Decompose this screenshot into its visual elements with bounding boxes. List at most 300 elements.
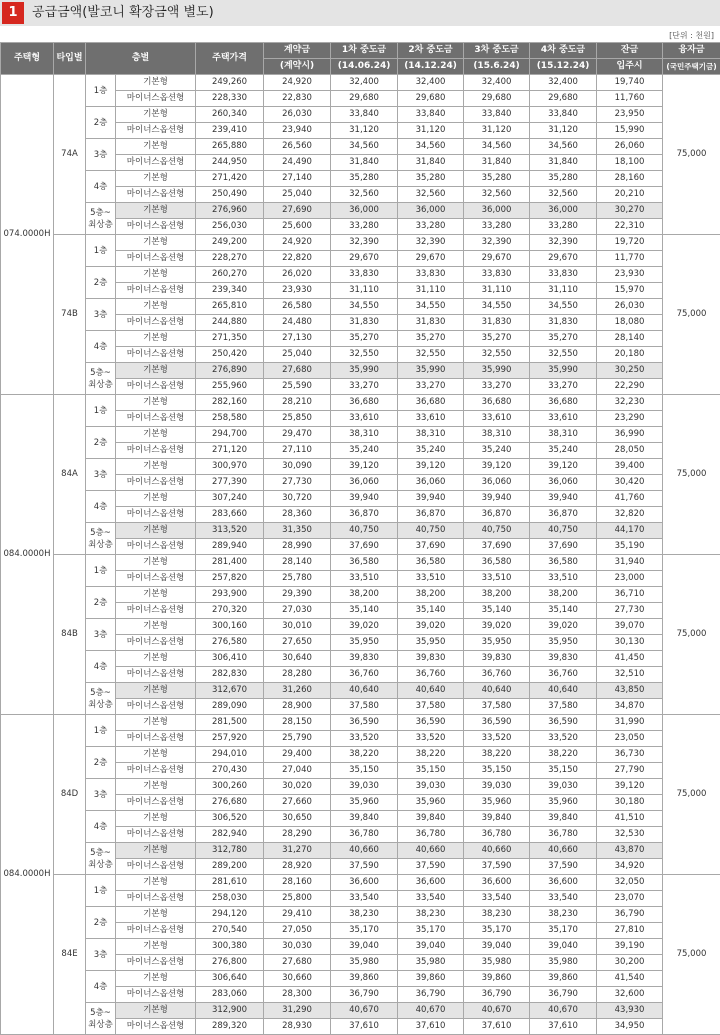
value-cell: 38,220 xyxy=(530,747,597,763)
col-housing-type: 주택형 xyxy=(1,43,54,75)
value-cell: 32,550 xyxy=(331,347,398,363)
value-cell: 31,840 xyxy=(331,155,398,171)
value-cell: 28,920 xyxy=(264,859,331,875)
option-cell: 기본형 xyxy=(116,459,196,475)
value-cell: 36,790 xyxy=(597,907,663,923)
value-cell: 39,120 xyxy=(398,459,464,475)
value-cell: 282,160 xyxy=(196,395,264,411)
value-cell: 37,610 xyxy=(331,1019,398,1035)
value-cell: 40,660 xyxy=(464,843,530,859)
value-cell: 32,560 xyxy=(530,187,597,203)
value-cell: 30,090 xyxy=(264,459,331,475)
value-cell: 41,450 xyxy=(597,651,663,667)
value-cell: 35,960 xyxy=(331,795,398,811)
value-cell: 37,610 xyxy=(464,1019,530,1035)
value-cell: 26,060 xyxy=(597,139,663,155)
value-cell: 33,270 xyxy=(398,379,464,395)
value-cell: 26,030 xyxy=(264,107,331,123)
value-cell: 33,830 xyxy=(331,267,398,283)
table-header-row xyxy=(1,43,720,59)
option-cell: 기본형 xyxy=(116,715,196,731)
option-cell: 기본형 xyxy=(116,651,196,667)
table-row xyxy=(1,331,720,347)
table-row xyxy=(1,171,720,187)
col-mid1: 1차 중도금 xyxy=(331,43,398,59)
value-cell: 32,530 xyxy=(597,827,663,843)
value-cell: 36,000 xyxy=(398,203,464,219)
value-cell: 36,790 xyxy=(464,987,530,1003)
value-cell: 260,340 xyxy=(196,107,264,123)
value-cell: 32,560 xyxy=(464,187,530,203)
col-contract: 계약금 xyxy=(264,43,331,59)
value-cell: 28,140 xyxy=(597,331,663,347)
value-cell: 32,550 xyxy=(398,347,464,363)
value-cell: 33,280 xyxy=(398,219,464,235)
value-cell: 33,510 xyxy=(398,571,464,587)
option-cell: 마이너스옵션형 xyxy=(116,251,196,267)
value-cell: 23,070 xyxy=(597,891,663,907)
housing-type-cell: 074.0000H xyxy=(1,75,54,395)
floor-label-line: 최상층 xyxy=(86,539,115,551)
value-cell: 30,660 xyxy=(264,971,331,987)
value-cell: 27,040 xyxy=(264,763,331,779)
value-cell: 34,560 xyxy=(398,139,464,155)
value-cell: 306,640 xyxy=(196,971,264,987)
option-cell: 기본형 xyxy=(116,555,196,571)
value-cell: 300,970 xyxy=(196,459,264,475)
option-cell: 기본형 xyxy=(116,235,196,251)
value-cell: 15,970 xyxy=(597,283,663,299)
value-cell: 33,830 xyxy=(398,267,464,283)
value-cell: 33,830 xyxy=(530,267,597,283)
section-number: 1 xyxy=(2,2,24,24)
col-balance: 잔금 xyxy=(597,43,663,59)
value-cell: 40,670 xyxy=(530,1003,597,1019)
value-cell: 282,830 xyxy=(196,667,264,683)
value-cell: 39,940 xyxy=(530,491,597,507)
value-cell: 31,110 xyxy=(464,283,530,299)
value-cell: 32,400 xyxy=(530,75,597,91)
floor-cell: 3층 xyxy=(86,619,116,651)
value-cell: 35,270 xyxy=(331,331,398,347)
value-cell: 37,610 xyxy=(530,1019,597,1035)
value-cell: 30,270 xyxy=(597,203,663,219)
value-cell: 294,010 xyxy=(196,747,264,763)
value-cell: 11,760 xyxy=(597,91,663,107)
value-cell: 33,610 xyxy=(464,411,530,427)
value-cell: 15,990 xyxy=(597,123,663,139)
value-cell: 40,750 xyxy=(530,523,597,539)
option-cell: 기본형 xyxy=(116,587,196,603)
value-cell: 32,390 xyxy=(331,235,398,251)
value-cell: 34,560 xyxy=(530,139,597,155)
value-cell: 29,410 xyxy=(264,907,331,923)
value-cell: 276,680 xyxy=(196,795,264,811)
value-cell: 31,110 xyxy=(398,283,464,299)
loan-cell: 75,000 xyxy=(663,75,720,235)
option-cell: 마이너스옵션형 xyxy=(116,987,196,1003)
value-cell: 312,670 xyxy=(196,683,264,699)
value-cell: 33,510 xyxy=(331,571,398,587)
value-cell: 30,020 xyxy=(264,779,331,795)
floor-label-line: 5층~ xyxy=(86,367,115,379)
table-row xyxy=(1,587,720,603)
value-cell: 31,260 xyxy=(264,683,331,699)
col-mid3-sub: (15.6.24) xyxy=(464,59,530,75)
value-cell: 289,940 xyxy=(196,539,264,555)
value-cell: 38,220 xyxy=(398,747,464,763)
table-row xyxy=(1,843,720,859)
value-cell: 33,280 xyxy=(464,219,530,235)
value-cell: 37,580 xyxy=(398,699,464,715)
value-cell: 31,120 xyxy=(464,123,530,139)
value-cell: 40,750 xyxy=(331,523,398,539)
option-cell: 기본형 xyxy=(116,427,196,443)
table-row xyxy=(1,75,720,91)
table-row xyxy=(1,651,720,667)
value-cell: 27,140 xyxy=(264,171,331,187)
value-cell: 39,840 xyxy=(530,811,597,827)
option-cell: 기본형 xyxy=(116,779,196,795)
value-cell: 36,590 xyxy=(398,715,464,731)
value-cell: 35,980 xyxy=(331,955,398,971)
option-cell: 기본형 xyxy=(116,523,196,539)
col-price: 주택가격 xyxy=(196,43,264,75)
type-cell: 84D xyxy=(54,715,86,875)
value-cell: 35,980 xyxy=(464,955,530,971)
floor-cell: 1층 xyxy=(86,715,116,747)
value-cell: 39,840 xyxy=(398,811,464,827)
value-cell: 23,930 xyxy=(597,267,663,283)
value-cell: 37,580 xyxy=(530,699,597,715)
value-cell: 39,070 xyxy=(597,619,663,635)
value-cell: 35,950 xyxy=(530,635,597,651)
value-cell: 36,580 xyxy=(398,555,464,571)
value-cell: 40,670 xyxy=(331,1003,398,1019)
value-cell: 39,030 xyxy=(331,779,398,795)
value-cell: 36,590 xyxy=(331,715,398,731)
value-cell: 38,310 xyxy=(530,427,597,443)
value-cell: 35,990 xyxy=(464,363,530,379)
value-cell: 32,510 xyxy=(597,667,663,683)
option-cell: 마이너스옵션형 xyxy=(116,187,196,203)
value-cell: 40,750 xyxy=(398,523,464,539)
value-cell: 35,280 xyxy=(331,171,398,187)
value-cell: 27,650 xyxy=(264,635,331,651)
value-cell: 36,580 xyxy=(530,555,597,571)
value-cell: 35,170 xyxy=(398,923,464,939)
value-cell: 24,480 xyxy=(264,315,331,331)
floor-cell: 1층 xyxy=(86,555,116,587)
floor-cell: 3층 xyxy=(86,779,116,811)
value-cell: 33,840 xyxy=(398,107,464,123)
value-cell: 283,060 xyxy=(196,987,264,1003)
value-cell: 30,180 xyxy=(597,795,663,811)
option-cell: 마이너스옵션형 xyxy=(116,475,196,491)
value-cell: 23,290 xyxy=(597,411,663,427)
option-cell: 마이너스옵션형 xyxy=(116,891,196,907)
value-cell: 36,600 xyxy=(398,875,464,891)
value-cell: 36,590 xyxy=(464,715,530,731)
value-cell: 31,120 xyxy=(530,123,597,139)
type-cell: 84E xyxy=(54,875,86,1035)
floor-label-line: 5층~ xyxy=(86,527,115,539)
value-cell: 312,780 xyxy=(196,843,264,859)
value-cell: 36,580 xyxy=(464,555,530,571)
option-cell: 기본형 xyxy=(116,267,196,283)
value-cell: 256,030 xyxy=(196,219,264,235)
value-cell: 23,940 xyxy=(264,123,331,139)
table-row xyxy=(1,523,720,539)
value-cell: 33,280 xyxy=(530,219,597,235)
value-cell: 257,820 xyxy=(196,571,264,587)
value-cell: 36,870 xyxy=(464,507,530,523)
value-cell: 37,690 xyxy=(464,539,530,555)
value-cell: 22,830 xyxy=(264,91,331,107)
value-cell: 35,280 xyxy=(530,171,597,187)
value-cell: 28,050 xyxy=(597,443,663,459)
value-cell: 35,990 xyxy=(398,363,464,379)
value-cell: 270,430 xyxy=(196,763,264,779)
value-cell: 38,230 xyxy=(331,907,398,923)
value-cell: 34,560 xyxy=(464,139,530,155)
value-cell: 35,280 xyxy=(398,171,464,187)
value-cell: 36,760 xyxy=(331,667,398,683)
value-cell: 36,600 xyxy=(464,875,530,891)
value-cell: 33,540 xyxy=(464,891,530,907)
value-cell: 36,760 xyxy=(464,667,530,683)
value-cell: 35,240 xyxy=(331,443,398,459)
value-cell: 313,520 xyxy=(196,523,264,539)
value-cell: 28,160 xyxy=(597,171,663,187)
value-cell: 33,520 xyxy=(331,731,398,747)
value-cell: 36,710 xyxy=(597,587,663,603)
value-cell: 32,230 xyxy=(597,395,663,411)
value-cell: 29,670 xyxy=(464,251,530,267)
table-row xyxy=(1,139,720,155)
value-cell: 34,550 xyxy=(398,299,464,315)
value-cell: 44,170 xyxy=(597,523,663,539)
option-cell: 마이너스옵션형 xyxy=(116,795,196,811)
floor-label-line: 최상층 xyxy=(86,379,115,391)
value-cell: 36,060 xyxy=(398,475,464,491)
value-cell: 35,170 xyxy=(331,923,398,939)
value-cell: 38,310 xyxy=(398,427,464,443)
value-cell: 31,840 xyxy=(464,155,530,171)
option-cell: 마이너스옵션형 xyxy=(116,379,196,395)
value-cell: 32,820 xyxy=(597,507,663,523)
value-cell: 39,840 xyxy=(464,811,530,827)
value-cell: 39,030 xyxy=(464,779,530,795)
table-row xyxy=(1,939,720,955)
option-cell: 기본형 xyxy=(116,331,196,347)
option-cell: 마이너스옵션형 xyxy=(116,763,196,779)
value-cell: 36,870 xyxy=(530,507,597,523)
value-cell: 33,270 xyxy=(464,379,530,395)
value-cell: 35,950 xyxy=(331,635,398,651)
value-cell: 35,240 xyxy=(530,443,597,459)
value-cell: 38,310 xyxy=(464,427,530,443)
floor-cell: 2층 xyxy=(86,107,116,139)
value-cell: 36,590 xyxy=(530,715,597,731)
value-cell: 27,690 xyxy=(264,203,331,219)
floor-cell: 4층 xyxy=(86,971,116,1003)
table-row xyxy=(1,235,720,251)
value-cell: 36,990 xyxy=(597,427,663,443)
value-cell: 41,540 xyxy=(597,971,663,987)
value-cell: 38,220 xyxy=(464,747,530,763)
value-cell: 39,400 xyxy=(597,459,663,475)
floor-cell: 4층 xyxy=(86,811,116,843)
value-cell: 40,660 xyxy=(331,843,398,859)
value-cell: 27,110 xyxy=(264,443,331,459)
value-cell: 11,770 xyxy=(597,251,663,267)
value-cell: 300,380 xyxy=(196,939,264,955)
value-cell: 26,030 xyxy=(597,299,663,315)
option-cell: 기본형 xyxy=(116,811,196,827)
value-cell: 33,840 xyxy=(464,107,530,123)
value-cell: 30,640 xyxy=(264,651,331,667)
value-cell: 250,420 xyxy=(196,347,264,363)
table-row xyxy=(1,619,720,635)
table-row xyxy=(1,299,720,315)
value-cell: 40,670 xyxy=(398,1003,464,1019)
option-cell: 마이너스옵션형 xyxy=(116,219,196,235)
value-cell: 270,540 xyxy=(196,923,264,939)
table-row xyxy=(1,971,720,987)
table-body xyxy=(1,75,720,1035)
value-cell: 283,660 xyxy=(196,507,264,523)
value-cell: 35,950 xyxy=(398,635,464,651)
value-cell: 32,560 xyxy=(331,187,398,203)
value-cell: 29,400 xyxy=(264,747,331,763)
value-cell: 282,940 xyxy=(196,827,264,843)
value-cell: 30,720 xyxy=(264,491,331,507)
option-cell: 마이너스옵션형 xyxy=(116,1019,196,1035)
value-cell: 27,730 xyxy=(597,603,663,619)
floor-cell: 3층 xyxy=(86,139,116,171)
table-row xyxy=(1,747,720,763)
value-cell: 39,940 xyxy=(331,491,398,507)
housing-type-cell: 084.0000H xyxy=(1,395,54,715)
value-cell: 39,840 xyxy=(331,811,398,827)
value-cell: 244,950 xyxy=(196,155,264,171)
value-cell: 25,790 xyxy=(264,731,331,747)
option-cell: 마이너스옵션형 xyxy=(116,283,196,299)
value-cell: 35,990 xyxy=(530,363,597,379)
floor-cell xyxy=(86,203,116,235)
value-cell: 39,040 xyxy=(464,939,530,955)
value-cell: 300,260 xyxy=(196,779,264,795)
floor-label-line: 5층~ xyxy=(86,687,115,699)
value-cell: 32,400 xyxy=(464,75,530,91)
floor-cell: 4층 xyxy=(86,171,116,203)
option-cell: 마이너스옵션형 xyxy=(116,411,196,427)
floor-cell xyxy=(86,843,116,875)
value-cell: 35,280 xyxy=(464,171,530,187)
table-row xyxy=(1,427,720,443)
value-cell: 271,120 xyxy=(196,443,264,459)
value-cell: 39,030 xyxy=(398,779,464,795)
value-cell: 35,150 xyxy=(398,763,464,779)
value-cell: 32,550 xyxy=(530,347,597,363)
value-cell: 39,830 xyxy=(331,651,398,667)
option-cell: 기본형 xyxy=(116,619,196,635)
table-row xyxy=(1,811,720,827)
option-cell: 기본형 xyxy=(116,363,196,379)
floor-cell xyxy=(86,1003,116,1035)
option-cell: 기본형 xyxy=(116,107,196,123)
option-cell: 기본형 xyxy=(116,491,196,507)
value-cell: 35,960 xyxy=(398,795,464,811)
table-row xyxy=(1,779,720,795)
option-cell: 기본형 xyxy=(116,939,196,955)
value-cell: 276,580 xyxy=(196,635,264,651)
value-cell: 33,520 xyxy=(464,731,530,747)
value-cell: 38,310 xyxy=(331,427,398,443)
option-cell: 기본형 xyxy=(116,907,196,923)
value-cell: 38,200 xyxy=(464,587,530,603)
table-row xyxy=(1,267,720,283)
value-cell: 289,200 xyxy=(196,859,264,875)
value-cell: 36,000 xyxy=(464,203,530,219)
value-cell: 37,590 xyxy=(331,859,398,875)
value-cell: 40,670 xyxy=(464,1003,530,1019)
value-cell: 39,940 xyxy=(464,491,530,507)
value-cell: 255,960 xyxy=(196,379,264,395)
value-cell: 29,680 xyxy=(464,91,530,107)
value-cell: 33,520 xyxy=(398,731,464,747)
value-cell: 34,870 xyxy=(597,699,663,715)
value-cell: 31,840 xyxy=(398,155,464,171)
floor-label-line: 5층~ xyxy=(86,207,115,219)
value-cell: 258,030 xyxy=(196,891,264,907)
value-cell: 25,600 xyxy=(264,219,331,235)
value-cell: 281,610 xyxy=(196,875,264,891)
value-cell: 32,560 xyxy=(398,187,464,203)
value-cell: 228,330 xyxy=(196,91,264,107)
option-cell: 마이너스옵션형 xyxy=(116,635,196,651)
value-cell: 39,020 xyxy=(331,619,398,635)
value-cell: 271,350 xyxy=(196,331,264,347)
option-cell: 기본형 xyxy=(116,875,196,891)
value-cell: 32,390 xyxy=(464,235,530,251)
value-cell: 35,980 xyxy=(398,955,464,971)
value-cell: 37,690 xyxy=(398,539,464,555)
table-row xyxy=(1,907,720,923)
floor-cell: 2층 xyxy=(86,907,116,939)
value-cell: 36,580 xyxy=(331,555,398,571)
value-cell: 257,920 xyxy=(196,731,264,747)
value-cell: 28,140 xyxy=(264,555,331,571)
value-cell: 36,600 xyxy=(331,875,398,891)
value-cell: 239,410 xyxy=(196,123,264,139)
value-cell: 40,640 xyxy=(331,683,398,699)
value-cell: 28,210 xyxy=(264,395,331,411)
value-cell: 33,830 xyxy=(464,267,530,283)
value-cell: 33,510 xyxy=(530,571,597,587)
value-cell: 25,800 xyxy=(264,891,331,907)
value-cell: 35,140 xyxy=(398,603,464,619)
value-cell: 40,640 xyxy=(464,683,530,699)
option-cell: 기본형 xyxy=(116,171,196,187)
floor-cell xyxy=(86,523,116,555)
value-cell: 38,200 xyxy=(398,587,464,603)
value-cell: 33,520 xyxy=(530,731,597,747)
value-cell: 289,090 xyxy=(196,699,264,715)
value-cell: 35,140 xyxy=(331,603,398,619)
option-cell: 마이너스옵션형 xyxy=(116,859,196,875)
